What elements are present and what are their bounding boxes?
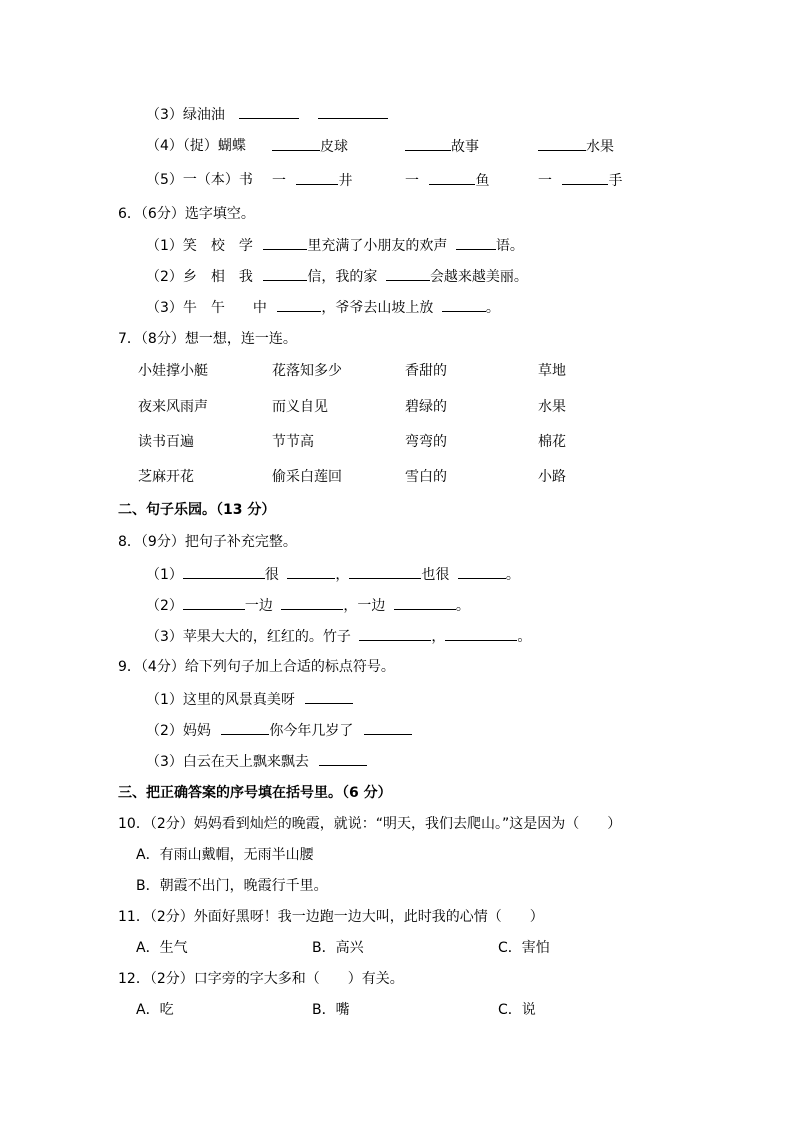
q5-line-4-b-text: 故事: [451, 139, 479, 155]
match-item[interactable]: 棉花: [538, 434, 566, 450]
answer-blank[interactable]: [239, 104, 299, 119]
match-item[interactable]: 雪白的: [405, 469, 447, 485]
answer-blank[interactable]: [281, 595, 343, 610]
q8-title: 8．（9分）把句子补充完整。: [118, 534, 297, 550]
q5-line-4-text: （4）（捉）蝴蝶: [146, 138, 246, 154]
match-item[interactable]: 草地: [538, 363, 566, 379]
q11-option-b[interactable]: B．高兴: [312, 940, 364, 956]
q9-line-2-pre: （2）妈妈: [146, 723, 211, 739]
q8-line-1: [146, 564, 520, 585]
q10-option-b[interactable]: B．朝霞不出门，晚霞行千里。: [136, 878, 328, 894]
q6-line-2-mid: 信，我的家: [307, 269, 378, 285]
q8-line-2-end: 。: [455, 598, 470, 614]
match-item[interactable]: 弯弯的: [405, 434, 447, 450]
match-item[interactable]: 芝麻开花: [138, 469, 194, 485]
answer-blank[interactable]: [287, 564, 335, 579]
q9-line-3: [146, 751, 367, 772]
answer-blank[interactable]: [538, 136, 586, 151]
match-item[interactable]: 读书百遍: [138, 434, 194, 450]
q8-line-3-pre: （3）苹果大大的，红红的。竹子: [146, 629, 351, 645]
answer-blank[interactable]: [386, 266, 430, 281]
answer-blank[interactable]: [562, 170, 608, 185]
answer-blank[interactable]: [305, 689, 353, 704]
q6-line-2: [146, 266, 528, 287]
q8-line-2-b: ，一边: [343, 598, 386, 614]
q6-line-3: [146, 297, 500, 318]
answer-blank[interactable]: [394, 595, 456, 610]
q8-line-3: [146, 626, 531, 647]
answer-blank[interactable]: [445, 626, 517, 641]
q7-title: 7．（8分）想一想，连一连。: [118, 331, 297, 347]
answer-blank[interactable]: [429, 170, 475, 185]
match-item[interactable]: 水果: [538, 399, 566, 415]
match-item[interactable]: 碧绿的: [405, 399, 447, 415]
q10-title: 10．（2分）妈妈看到灿烂的晚霞，就说：“明天，我们去爬山。”这是因为（ ）: [118, 816, 622, 832]
q5-line-4-b: [405, 136, 479, 157]
q5-line-5-c-pre: 一: [538, 173, 552, 189]
answer-blank[interactable]: [263, 235, 307, 250]
q5-line-4-c-text: 水果: [586, 139, 614, 155]
q12-option-c[interactable]: C．说: [498, 1002, 536, 1018]
answer-blank[interactable]: [319, 751, 367, 766]
match-item[interactable]: 小路: [538, 469, 566, 485]
q8-line-2-pre: （2）: [146, 598, 183, 614]
match-item[interactable]: 小娃撑小艇: [138, 363, 208, 379]
q5-line-4: [146, 136, 246, 156]
q12-option-b[interactable]: B．嘴: [312, 1002, 350, 1018]
q8-line-1-a: 很: [264, 567, 279, 583]
q8-line-1-c: 也很: [421, 567, 450, 583]
q12-option-a[interactable]: A．吃: [136, 1002, 174, 1018]
q6-line-2-end: 会越来越美丽。: [429, 269, 528, 285]
match-item[interactable]: 偷采白莲回: [272, 469, 342, 485]
q5-line-5: [146, 170, 253, 190]
answer-blank[interactable]: [183, 595, 245, 610]
answer-blank[interactable]: [359, 626, 431, 641]
q9-title: 9．（4分）给下列句子加上合适的标点符号。: [118, 659, 395, 675]
answer-blank[interactable]: [263, 266, 307, 281]
q6-line-1-options: （1）笑 校 学: [146, 238, 253, 254]
q9-line-1-text: （1）这里的风景真美呀: [146, 692, 295, 708]
q9-line-1: [146, 689, 353, 710]
answer-blank[interactable]: [458, 564, 506, 579]
match-item[interactable]: 香甜的: [405, 363, 447, 379]
answer-blank[interactable]: [405, 136, 451, 151]
answer-blank[interactable]: [183, 564, 265, 579]
q8-line-2-a: 一边: [244, 598, 273, 614]
answer-blank[interactable]: [442, 297, 486, 312]
q5-line-3-text: （3）绿油油: [146, 107, 225, 123]
q12-title: 12．（2分）口字旁的字大多和（ ）有关。: [118, 971, 404, 987]
match-item[interactable]: 节节高: [272, 434, 314, 450]
q5-line-4-a-text: 皮球: [320, 139, 348, 155]
q8-line-3-end: 。: [517, 629, 532, 645]
q9-line-2: [146, 720, 412, 741]
q6-title: 6．（6分）选字填空。: [118, 206, 255, 222]
q11-option-c[interactable]: C．害怕: [498, 940, 550, 956]
q5-line-5-a-pre: 一: [272, 173, 286, 189]
match-item[interactable]: 夜来风雨声: [138, 399, 208, 415]
q10-option-a[interactable]: A．有雨山戴帽，无雨半山腰: [136, 847, 314, 863]
q5-line-5-b-pre: 一: [405, 173, 419, 189]
section-heading: 三、把正确答案的序号填在括号里。（6 分）: [118, 785, 392, 801]
q5-line-3: [146, 104, 388, 125]
answer-blank[interactable]: [349, 564, 421, 579]
q6-line-1-end: 语。: [495, 238, 524, 254]
q6-line-3-options: （3）牛 午 中: [146, 300, 267, 316]
answer-blank[interactable]: [221, 720, 269, 735]
answer-blank[interactable]: [272, 136, 320, 151]
q5-line-5-b: [405, 170, 489, 191]
match-item[interactable]: 花落知多少: [272, 363, 342, 379]
answer-blank[interactable]: [318, 104, 388, 119]
q5-line-5-a: [272, 170, 352, 191]
q8-line-1-end: 。: [505, 567, 520, 583]
q5-line-5-c: [538, 170, 622, 191]
match-item[interactable]: 而义自见: [272, 399, 328, 415]
answer-blank[interactable]: [277, 297, 321, 312]
answer-blank[interactable]: [456, 235, 496, 250]
q8-line-1-pre: （1）: [146, 567, 183, 583]
q5-line-5-b-text: 鱼: [475, 173, 490, 189]
q6-line-3-end: 。: [485, 300, 500, 316]
q5-line-4-c: [538, 136, 614, 157]
q9-line-2-mid: 你今年几岁了: [269, 723, 354, 739]
q8-line-1-b: ，: [335, 567, 350, 583]
q11-option-a[interactable]: A．生气: [136, 940, 188, 956]
q6-line-2-options: （2）乡 相 我: [146, 269, 253, 285]
q5-line-5-c-text: 手: [608, 173, 623, 189]
section-heading: 二、句子乐园。（13 分）: [118, 502, 276, 518]
q8-line-3-b: ，: [431, 629, 446, 645]
q5-line-5-a-text: 井: [338, 173, 353, 189]
q5-line-4-a: [272, 136, 348, 157]
q8-line-2: [146, 595, 470, 616]
answer-blank[interactable]: [296, 170, 338, 185]
q6-line-1-mid: 里充满了小朋友的欢声: [307, 238, 448, 254]
q11-title: 11．（2分）外面好黑呀！我一边跑一边大叫，此时我的心情（ ）: [118, 909, 544, 925]
q5-line-5-text: （5）一（本）书: [146, 172, 253, 188]
answer-blank[interactable]: [364, 720, 412, 735]
q6-line-3-mid: ，爷爷去山坡上放: [321, 300, 434, 316]
q9-line-3-text: （3）白云在天上飘来飘去: [146, 754, 309, 770]
q6-line-1: [146, 235, 524, 256]
